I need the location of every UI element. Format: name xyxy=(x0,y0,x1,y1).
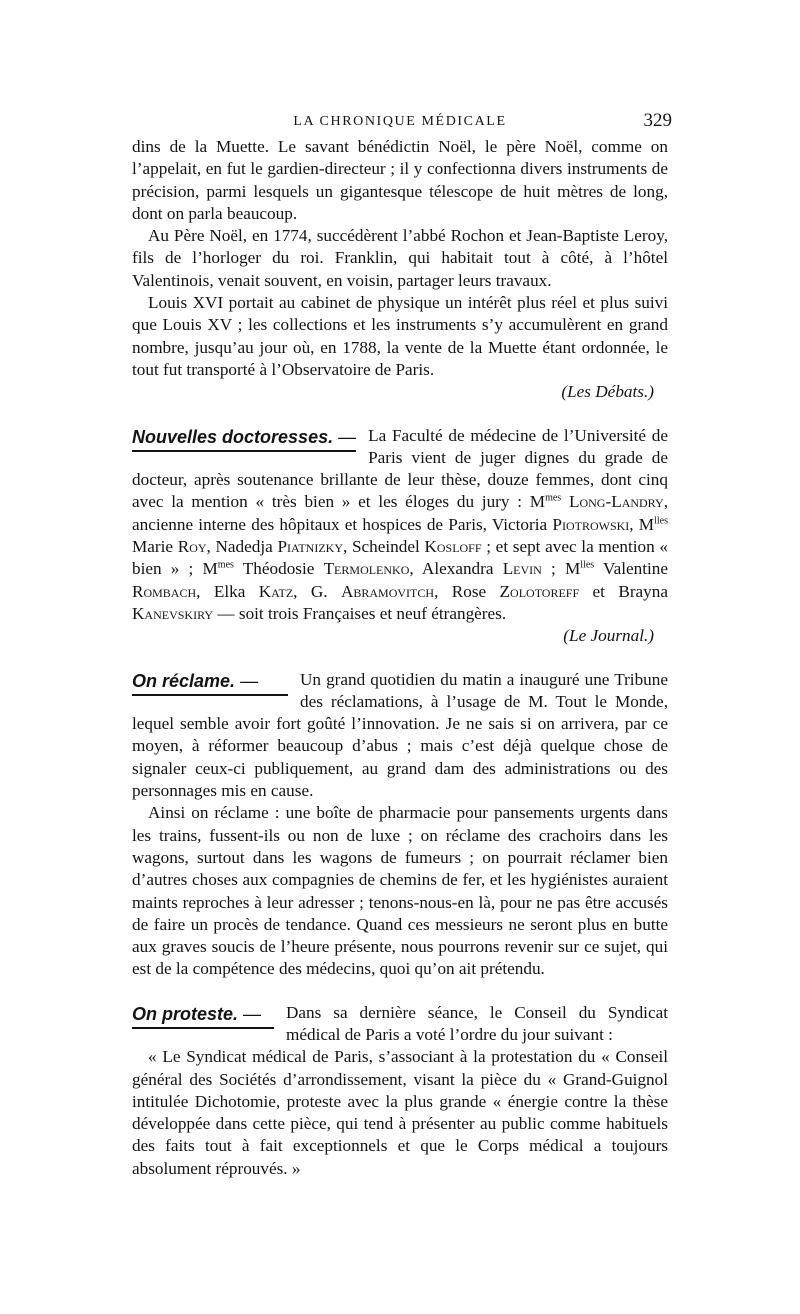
heading-text: On proteste. xyxy=(132,1003,239,1024)
article-on-proteste xyxy=(132,1002,668,1180)
paragraph: dins de la Muette. Le savant bénédictin Noël, le père Noël, comme on l’appelait, en fut le gardien-directeur ; il y confectionna divers instruments de précision, parmi lesquels un gigantesque télescope de huit mètres de long, dont on parla beaucoup. xyxy=(132,137,668,223)
person-name: Zolotoreff xyxy=(499,581,580,601)
page-header xyxy=(128,112,672,136)
heading-dash: — xyxy=(243,1003,262,1024)
paragraph: Un grand quotidien du matin a inauguré une Tribune des réclamations, à l’usage de M. Tout le Monde, lequel semble avoir fort goûté l’innovation. Je ne sais si on arrivera, par ce moyen, à réformer beaucoup d’abus ; mais c’est déjà quelque chose de signaler ceux-ci publiquement, au grand dam des administrations ou des personnages mis en cause. xyxy=(132,669,668,801)
section-heading xyxy=(132,427,356,452)
quoted-resolution: « Le Syndicat médical de Paris, s’associant à la protestation du « Conseil général des Sociétés d’arrondissement, visant la pièce du « Grand-Guignol intitulée Dichotomie, proteste avec la plus grande « énergie contre la thèse développée dans cette pièce, qui tend à présenter au public comme habituels des faits tout à fait exceptionnels et que le Corps médical a toujours absolument réprouvés. » xyxy=(132,1047,668,1178)
page-number: 329 xyxy=(643,110,672,131)
person-name: Kanevskiry xyxy=(132,603,214,623)
section-heading xyxy=(132,1004,274,1029)
article-nouvelles-doctoresses xyxy=(132,425,668,648)
person-name: Katz xyxy=(258,581,294,601)
heading-title xyxy=(132,671,288,691)
source-text: (Les Débats.) xyxy=(561,382,654,402)
heading-title xyxy=(132,427,356,447)
source-text: (Le Journal.) xyxy=(563,626,654,646)
heading-underline xyxy=(132,694,288,696)
paragraph: Au Père Noël, en 1774, succédèrent l’abbé Rochon et Jean-Baptiste Leroy, fils de l’horloger du roi. Franklin, qui habitait tout à côté, à l’hôtel Valentinois, venait souvent, en voisin, partager leurs travaux. xyxy=(132,226,668,290)
heading-title xyxy=(132,1004,274,1024)
paragraph: Dans sa dernière séance, le Conseil du Syndicat médical de Paris a voté l’ordre du jour suivant : xyxy=(286,1002,668,1044)
person-name: Abramovitch xyxy=(340,581,435,601)
page-body xyxy=(132,136,668,1180)
paragraph: Ainsi on réclame : une boîte de pharmacie pour pansements urgents dans les trains, fussent-ils ou non de luxe ; on réclame des crachoirs dans les wagons, surtout dans les wagons de fumeurs ; on pourrait réclamer bien d’autres choses aux compagnies de chemins de fer, et les hygiénistes auraient maints reproches à leur adresser ; tenons-nous-en là, pour ne pas être accusés de faire un procès de tendance. Quand ces messieurs ne seront plus en butte aux graves soucis de l’heure présente, nous pourrons revenir sur ce sujet, qui est de la compétence des médecins, quoi qu’on ait prétendu. xyxy=(132,803,668,979)
heading-dash: — xyxy=(338,426,357,447)
paragraph: Louis XVI portait au cabinet de physique un intérêt plus réel et plus suivi que Louis XV ; les collections et les instruments s’y accumulèrent en grand nombre, jusqu’au jour où, en 1788, la vente de la Muette étant ordonnée, le tout fut transporté à l’Observatoire de Paris. xyxy=(132,293,668,379)
person-name: Long-Landry xyxy=(568,492,664,512)
person-name: Termolenko xyxy=(323,559,410,579)
person-name: Roy xyxy=(177,537,207,557)
paragraph: La Faculté de médecine de l’Université de Paris vient de juger dignes du grade de docteur, après soutenance brillante de leur thèse, douze femmes, dont cinq avec la mention « très bien » et les éloges du jury : $M^{mes}$ Long-Landry, ancienne interne des hôpitaux et hospices de Paris, Victoria Piotrowski, $M^{lles}$ Marie Roy, Nadedja Piatnizky, Scheindel Kosloff ; et sept avec la mention « bien » ; $M^{mes}$ Théodosie Termolenko, Alexandra Levin ; $M^{lles}$ Valentine Rombach, Elka Katz, G. Abramovitch, Rose Zolotoreff et Brayna Kanevskiry — soit trois Françaises et neuf étrangères. xyxy=(132,425,668,623)
person-name: Kosloff xyxy=(424,537,482,557)
running-title: LA CHRONIQUE MÉDICALE xyxy=(293,114,507,129)
person-name: Rombach xyxy=(132,581,197,601)
source-citation xyxy=(132,381,668,403)
source-citation xyxy=(132,625,668,647)
heading-text: On réclame. xyxy=(132,670,236,691)
heading-underline xyxy=(132,450,356,452)
heading-dash: — xyxy=(240,670,259,691)
section-heading xyxy=(132,671,288,696)
person-name: Levin xyxy=(502,559,542,579)
person-name: Piotrowski xyxy=(552,514,630,534)
person-name: Piatnizky xyxy=(277,537,343,557)
article-on-reclame xyxy=(132,669,668,981)
heading-text: Nouvelles doctoresses. xyxy=(132,426,334,447)
heading-underline xyxy=(132,1027,274,1029)
